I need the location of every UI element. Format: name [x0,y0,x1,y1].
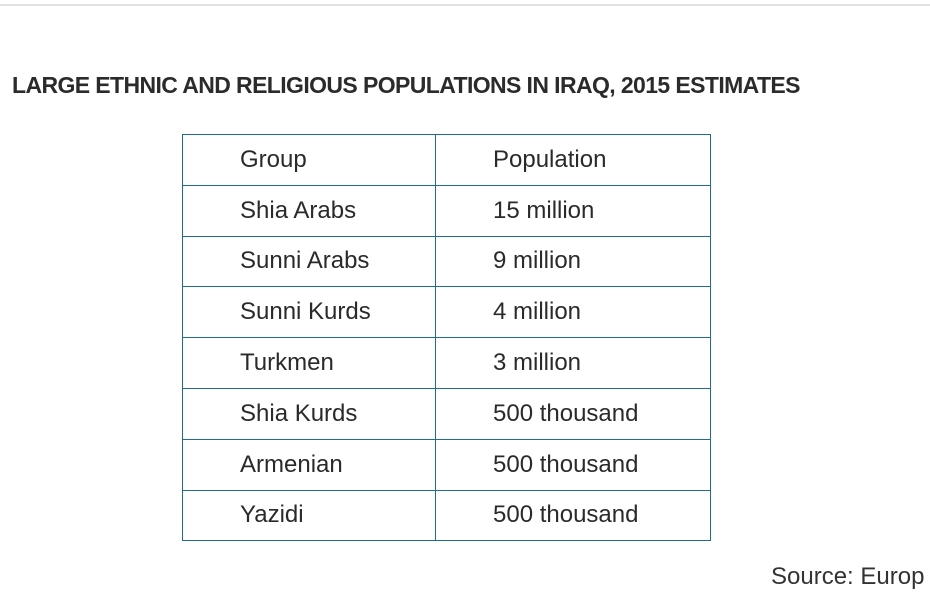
column-header-group: Group [183,135,436,186]
group-cell: Shia Arabs [183,185,436,236]
table-row [183,287,711,338]
group-cell: Yazidi [183,490,436,541]
group-cell: Sunni Arabs [183,236,436,287]
group-cell: Shia Kurds [183,388,436,439]
page-title: LARGE ETHNIC AND RELIGIOUS POPULATIONS IN IRAQ, 2015 ESTIMATES [12,72,800,98]
group-cell: Turkmen [183,338,436,389]
table-row [183,439,711,490]
population-cell: 500 thousand [436,439,711,490]
population-cell: 15 million [436,185,711,236]
table-row [183,388,711,439]
population-cell: 500 thousand [436,490,711,541]
table-row [183,490,711,541]
population-cell: 500 thousand [436,388,711,439]
population-cell: 4 million [436,287,711,338]
group-cell: Armenian [183,439,436,490]
population-cell: 9 million [436,236,711,287]
source-note: Source: Europ [771,563,925,590]
table-row [183,236,711,287]
table-row [183,185,711,236]
population-cell: 3 million [436,338,711,389]
table-header-row [183,135,711,186]
column-header-population: Population [436,135,711,186]
population-table [182,134,711,541]
top-divider [0,4,930,6]
group-cell: Sunni Kurds [183,287,436,338]
table-row [183,338,711,389]
